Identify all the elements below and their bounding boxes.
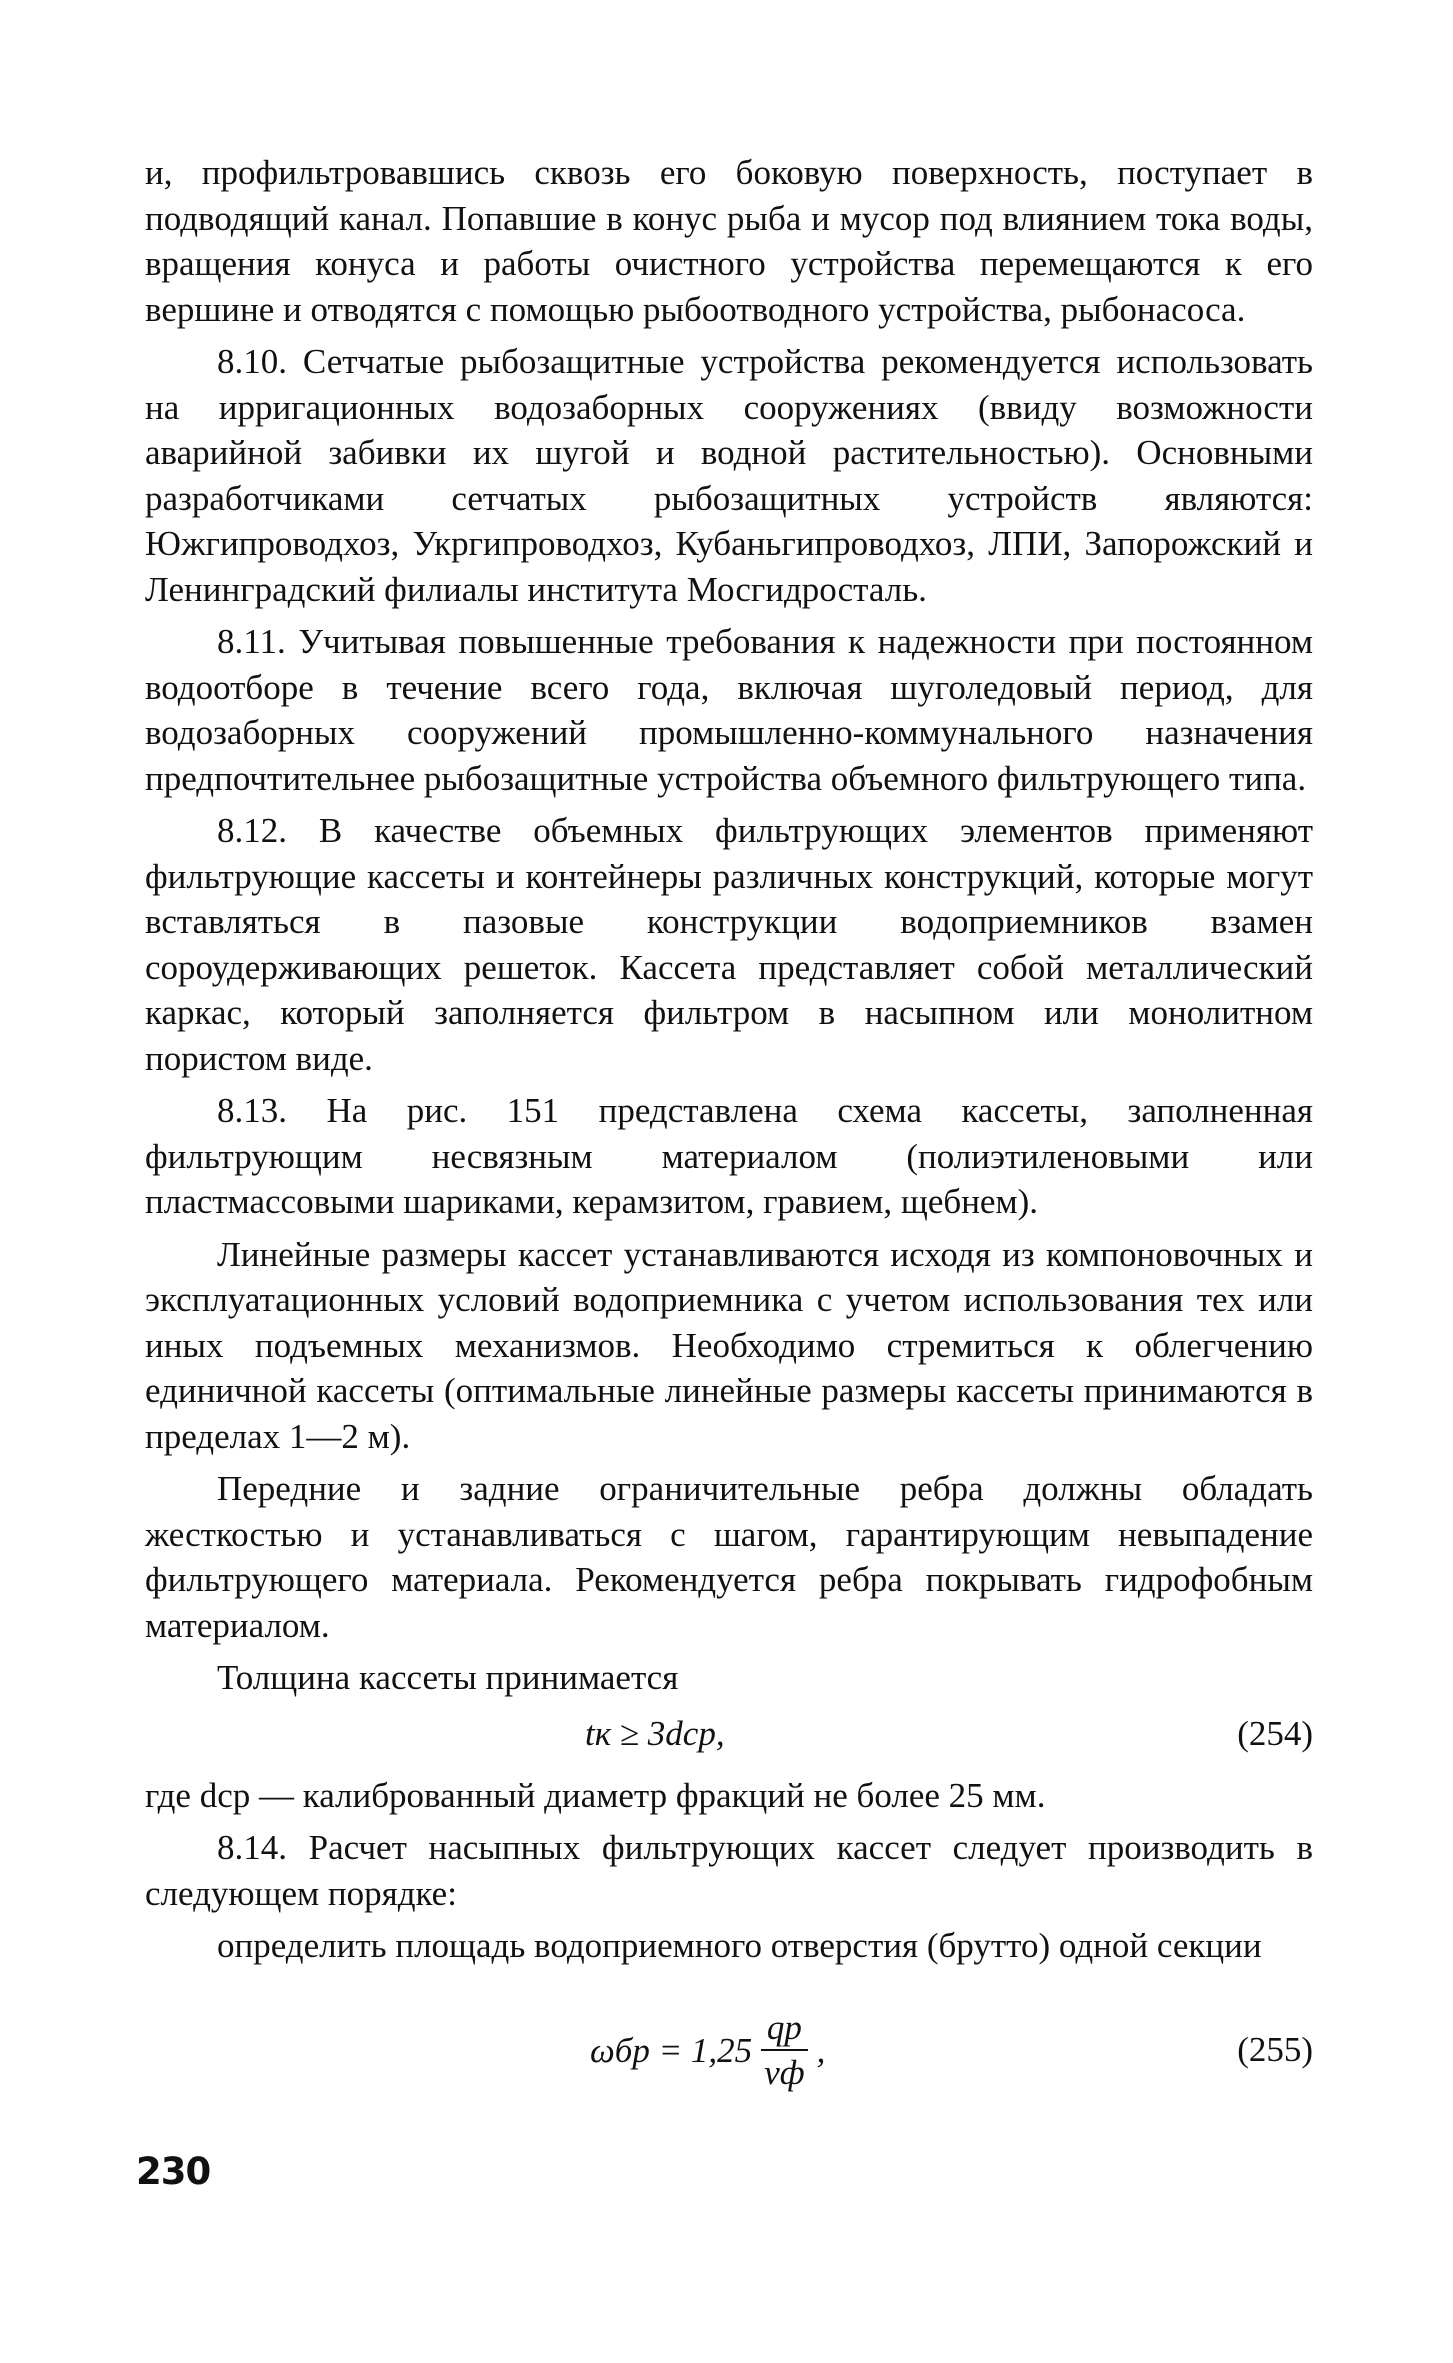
formula-255-denominator: vф [764,2052,805,2092]
page-body [145,150,1313,2107]
formula-255 [145,1989,1313,2107]
formula-255-lhs: ωбр = 1,25 [590,2030,753,2070]
formula-255-number: (255) [1237,2029,1313,2069]
paragraph-8-10: 8.10. Сетчатые рыбозащитные устройства рекомендуется использовать на ирригационных водозаборных сооружениях (ввиду возможности аварийной забивки их шугой и водной растительностью). Основными разработчиками сетчатых рыбозащитных устройств являются: Южгипроводхоз, Укргипроводхоз, Кубаньгипроводхоз, ЛПИ, Запорожский и Ленинградский филиалы института Мосгидросталь. [145,342,1313,609]
formula-255-expression [590,2007,825,2095]
formula-254 [145,1705,1313,1767]
page-number: 230 [136,2150,211,2193]
paragraph-8-12: 8.12. В качестве объемных фильтрующих элементов применяют фильтрующие кассеты и контейнеры различных конструкций, которые могут вставляться в пазовые конструкции водоприемников взамен сороудерживающих решеток. Кассета представляет собой металлический каркас, который заполняется фильтром в насыпном или монолитном пористом виде. [145,811,1313,1078]
paragraph-8-14: 8.14. Расчет насыпных фильтрующих кассет следует производить в следующем порядке: [145,1828,1313,1913]
formula-255-numerator: qр [761,2007,808,2051]
paragraph-8-13: 8.13. На рис. 151 представлена схема кассеты, заполненная фильтрующим несвязным материалом (полиэтиленовыми или пластмассовыми шариками, керамзитом, гравием, щебнем). [145,1091,1313,1221]
paragraph-thickness-intro: Толщина кассеты принимается [217,1658,679,1697]
paragraph-where-dcp: где dср — калиброванный диаметр фракций не более 25 мм. [145,1775,1046,1815]
formula-255-fraction [758,2007,810,2095]
formula-254-expression: tк ≥ 3dср, [585,1713,725,1753]
formula-255-suffix: , [816,2030,826,2070]
paragraph-determine-area: определить площадь водоприемного отверстия (брутто) одной секции [217,1926,1262,1965]
paragraph-continuation: и, профильтровавшись сквозь его боковую поверхность, поступает в подводящий канал. Попавшие в конус рыба и мусор под влиянием тока воды, вращения конуса и работы очистного устройства перемещаются к его вершине и отводятся с помощью рыбоотводного устройства, рыбонасоса. [145,153,1313,329]
paragraph-ribs: Передние и задние ограничительные ребра должны обладать жесткостью и устанавливаться с шагом, гарантирующим невыпадение фильтрующего материала. Рекомендуется ребра покрывать гидрофобным материалом. [145,1469,1313,1645]
paragraph-linear-dimensions: Линейные размеры кассет устанавливаются исходя из компоновочных и эксплуатационных условий водоприемника с учетом использования тех или иных подъемных механизмов. Необходимо стремиться к облегчению единичной кассеты (оптимальные линейные размеры кассеты принимаются в пределах 1—2 м). [145,1234,1313,1456]
paragraph-8-11: 8.11. Учитывая повышенные требования к надежности при постоянном водоотборе в течение всего года, включая шуголедовый период, для водозаборных сооружений промышленно-коммунального назначения предпочтительнее рыбозащитные устройства объемного фильтрующего типа. [145,622,1313,798]
formula-254-number: (254) [1237,1713,1313,1753]
